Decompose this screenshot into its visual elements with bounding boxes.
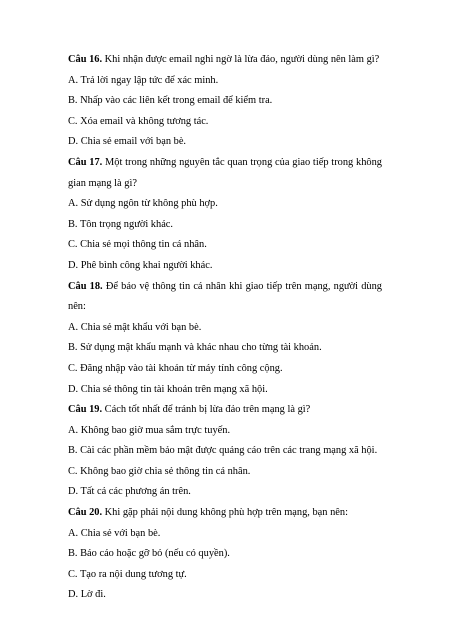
option-c: C. Xóa email và không tương tác. bbox=[68, 115, 209, 127]
document-page bbox=[68, 50, 382, 606]
question-18 bbox=[68, 277, 382, 401]
option-a: A. Trả lời ngay lập tức để xác minh. bbox=[68, 74, 219, 86]
option-a: A. Sử dụng ngôn từ không phù hợp. bbox=[68, 198, 218, 210]
question-text bbox=[68, 400, 382, 421]
question-number: Câu 20. bbox=[68, 507, 103, 519]
question-number: Câu 19. bbox=[68, 404, 103, 416]
question-16 bbox=[68, 50, 382, 153]
question-body: Cách tốt nhất để tránh bị lừa đảo trên mạng là gì? bbox=[102, 404, 311, 416]
question-body: Để bảo vệ thông tin cá nhân khi giao tiếp trên mạng, người dùng nên: bbox=[68, 280, 382, 313]
option-d: D. Phê bình công khai người khác. bbox=[68, 259, 213, 271]
question-number: Câu 17. bbox=[68, 156, 103, 168]
question-20 bbox=[68, 503, 382, 606]
option-b: B. Nhấp vào các liên kết trong email để kiểm tra. bbox=[68, 95, 273, 107]
question-text bbox=[68, 50, 382, 71]
question-body: Khi gặp phải nội dung không phù hợp trên mạng, bạn nên: bbox=[102, 507, 348, 519]
question-text bbox=[68, 153, 382, 194]
option-a: A. Chia sẻ mật khẩu với bạn bè. bbox=[68, 321, 202, 333]
question-body: Khi nhận được email nghi ngờ là lừa đảo, người dùng nên làm gì? bbox=[102, 54, 380, 65]
question-17 bbox=[68, 153, 382, 277]
option-b: B. Cài các phần mềm bảo mật được quảng cáo trên các trang mạng xã hội. bbox=[68, 445, 378, 457]
question-text bbox=[68, 277, 382, 318]
option-a: A. Không bao giờ mua sắm trực tuyến. bbox=[68, 424, 231, 436]
option-b: B. Báo cáo hoặc gỡ bỏ (nếu có quyền). bbox=[68, 548, 230, 560]
option-c: C. Chia sẻ mọi thông tin cá nhân. bbox=[68, 239, 207, 251]
option-d: D. Chia sẻ email với bạn bè. bbox=[68, 136, 187, 148]
option-d: D. Lờ đi. bbox=[68, 589, 106, 601]
option-a: A. Chia sẻ với bạn bè. bbox=[68, 527, 161, 539]
option-d: D. Chia sẻ thông tin tài khoản trên mạng xã hội. bbox=[68, 383, 268, 395]
question-19 bbox=[68, 400, 382, 503]
option-b: B. Tôn trọng người khác. bbox=[68, 218, 174, 230]
question-number: Câu 18. bbox=[68, 280, 103, 292]
question-text bbox=[68, 503, 382, 524]
option-b: B. Sử dụng mật khẩu mạnh và khác nhau cho từng tài khoản. bbox=[68, 342, 322, 354]
option-c: C. Đăng nhập vào tài khoản từ máy tính công cộng. bbox=[68, 362, 283, 374]
option-c: C. Tạo ra nội dung tương tự. bbox=[68, 568, 187, 580]
question-number: Câu 16. bbox=[68, 54, 103, 65]
question-body: Một trong những nguyên tắc quan trọng của giao tiếp trong không gian mạng là gì? bbox=[68, 156, 382, 189]
option-c: C. Không bao giờ chia sẻ thông tin cá nhân. bbox=[68, 465, 251, 477]
option-d: D. Tất cả các phương án trên. bbox=[68, 486, 191, 498]
